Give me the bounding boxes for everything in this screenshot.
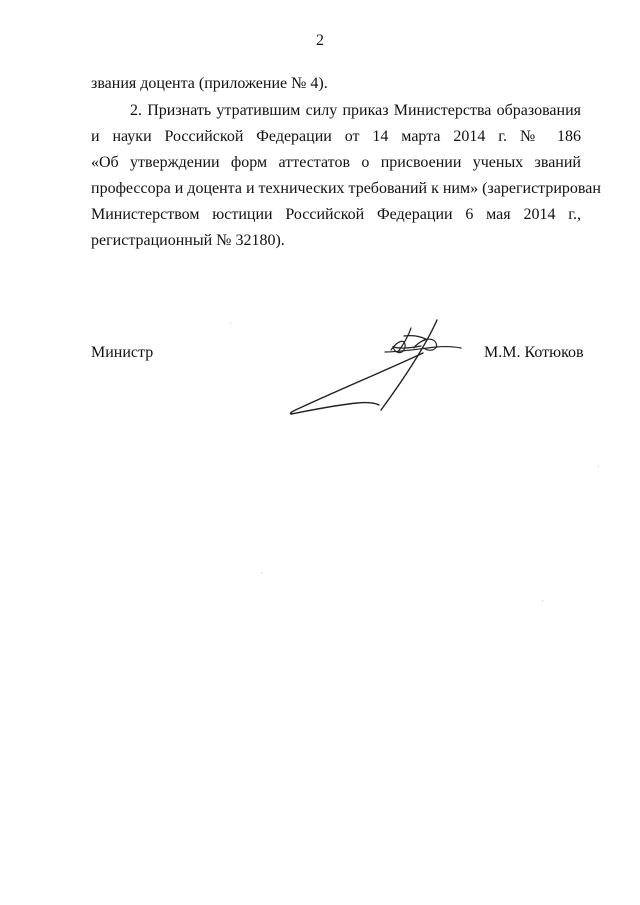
page-number: 2 [316, 32, 324, 49]
paragraph-2-line-1: 2. Признать утратившим силу приказ Министерства образования [130, 102, 581, 119]
paragraph-2-line-2: и науки Российской Федерации от 14 марта 2014 г. № 186 [91, 128, 581, 145]
scan-speck-4 [542, 600, 543, 601]
paragraph-1 [91, 71, 581, 97]
paragraph-2-line-6: регистрационный № 32180). [91, 232, 285, 249]
paragraph-2-line-4: профессора и доцента и технических требований к ним» (зарегистрирован [91, 180, 601, 197]
signature-name: М.М. Котюков [484, 344, 584, 361]
signature-title: Министр [91, 344, 154, 361]
paragraph-2-line-3: «Об утверждении форм аттестатов о присвоении ученых званий [91, 154, 581, 171]
scan-speck-1 [230, 323, 231, 324]
handwritten-signature [285, 312, 475, 422]
scan-speck-3 [261, 572, 262, 573]
paragraph-2-line-5: Министерством юстиции Российской Федерации 6 мая 2014 г., [91, 206, 581, 223]
paragraph-1-line: звания доцента (приложение № 4). [91, 75, 328, 92]
scan-speck-2 [598, 466, 599, 467]
paragraph-2 [91, 98, 601, 254]
